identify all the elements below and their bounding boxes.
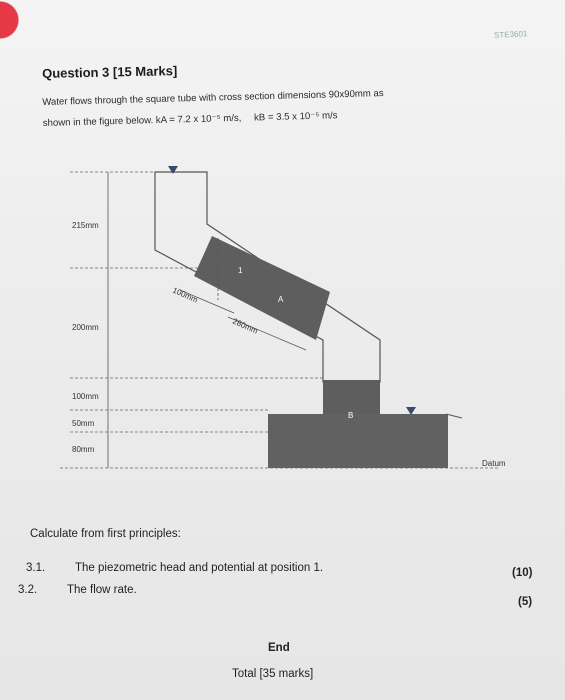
point-1-label: 1 (238, 266, 243, 275)
question-3-1-number: 3.1. (26, 562, 46, 574)
total-marks: Total [35 marks] (232, 668, 314, 680)
tank-rim (446, 414, 462, 418)
question-3-1 (26, 562, 323, 574)
course-code: STE3601 (493, 29, 528, 40)
ka-value: kA = 7.2 x 10⁻⁵ m/s, (155, 112, 242, 127)
question-title: Question 3 [15 Marks] (42, 63, 178, 81)
dim-100-diagonal-label: 100mm (171, 285, 200, 305)
dim-215-label: 215mm (72, 221, 99, 230)
question-3-2-marks: (5) (518, 596, 533, 608)
question-3-2-number: 3.2. (18, 584, 38, 596)
bottom-tank (268, 414, 448, 468)
dim-80-label: 80mm (72, 445, 95, 454)
dim-100-label: 100mm (72, 392, 99, 401)
dim-280-label: 280mm (231, 316, 260, 336)
end-label: End (268, 642, 290, 654)
datum-label: Datum (482, 459, 506, 468)
question-3-2-text: The flow rate. (67, 584, 137, 596)
soil-a-label: A (278, 295, 284, 304)
top-water-level-icon (168, 166, 178, 174)
soil-sample-a (194, 236, 330, 340)
question-3-1-marks: (10) (512, 567, 533, 579)
dim-200-label: 200mm (72, 323, 99, 332)
tank-water-level-icon (406, 407, 416, 415)
question-3-2 (18, 584, 137, 596)
kb-value: kB = 3.5 x 10⁻⁵ m/s (253, 110, 338, 124)
dim-50-label: 50mm (72, 419, 95, 428)
soil-b-label: B (348, 411, 354, 420)
intro-line-2-text: shown in the figure below. (42, 115, 154, 129)
question-3-1-text: The piezometric head and potential at position 1. (75, 562, 324, 574)
calculate-prompt: Calculate from first principles: (30, 528, 181, 540)
vertical-dimensions (108, 172, 218, 468)
intro-line-1: Water flows through the square tube with cross section dimensions 90x90mm as (42, 88, 384, 108)
